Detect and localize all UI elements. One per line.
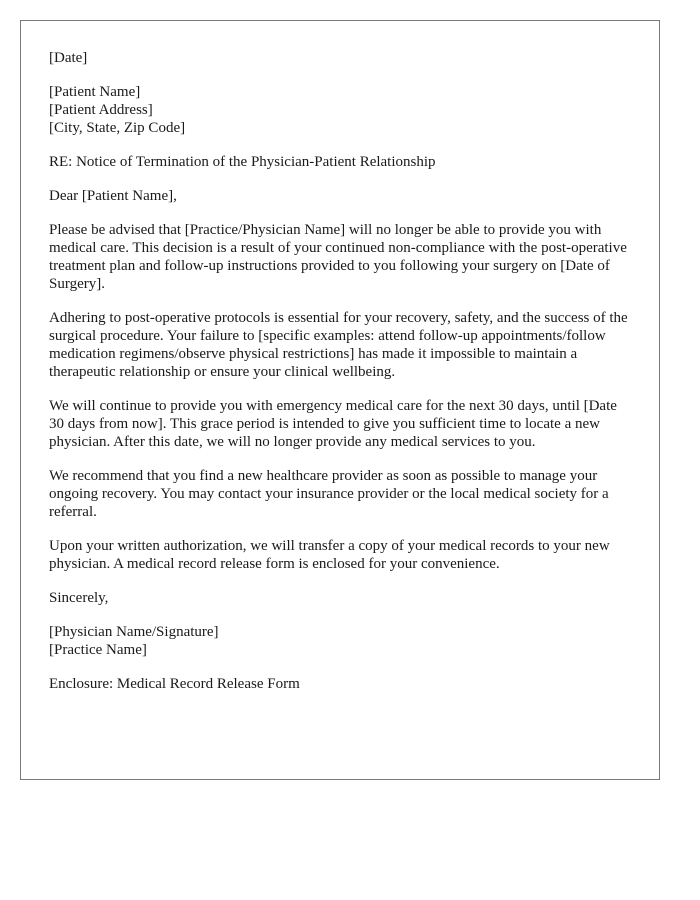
salutation-text: Dear [Patient Name], [49,188,177,204]
recipient-address-block [49,83,635,137]
enclosure-text: Enclosure: Medical Record Release Form [49,676,300,692]
signature-name: [Physician Name/Signature] [49,624,219,640]
date-text: [Date] [49,50,88,66]
letter-page [20,20,660,780]
recipient-name: [Patient Name] [49,84,141,100]
closing [49,589,635,607]
paragraph-records-transfer: Upon your written authorization, we will transfer a copy of your medical records to your new physician. A medical record release form is enclosed for your convenience. [49,538,610,572]
recipient-address: [Patient Address] [49,102,153,118]
enclosure-note [49,675,635,693]
letter-date [49,49,635,67]
paragraph-termination-notice: Please be advised that [Practice/Physician Name] will no longer be able to provide you with medical care. This decision is a result of your continued non-compliance with the post-operative treatment plan and follow-up instructions provided to you following your surgery on [Date of Surgery]. [49,222,627,292]
salutation [49,187,635,205]
recipient-city-state-zip: [City, State, Zip Code] [49,120,186,136]
paragraph-non-compliance: Adhering to post-operative protocols is essential for your recovery, safety, and the success of the surgical procedure. Your failure to [specific examples: attend follow-up appointments/follow medication regimens/observe physical restrictions] has made it impossible to maintain a therapeutic relationship or ensure your clinical wellbeing. [49,310,628,380]
letter-body [49,49,635,709]
signature-practice: [Practice Name] [49,642,147,658]
paragraph-emergency-care: We will continue to provide you with emergency medical care for the next 30 days, until [Date 30 days from now]. This grace period is intended to give you sufficient time to locate a new physician. After this date, we will no longer provide any medical services to you. [49,398,617,450]
subject-line [49,153,635,171]
closing-text: Sincerely, [49,590,109,606]
signature-block [49,623,635,659]
subject-text: RE: Notice of Termination of the Physician-Patient Relationship [49,154,436,170]
paragraph-new-provider: We recommend that you find a new healthcare provider as soon as possible to manage your ongoing recovery. You may contact your insurance provider or the local medical society for a referral. [49,468,609,520]
